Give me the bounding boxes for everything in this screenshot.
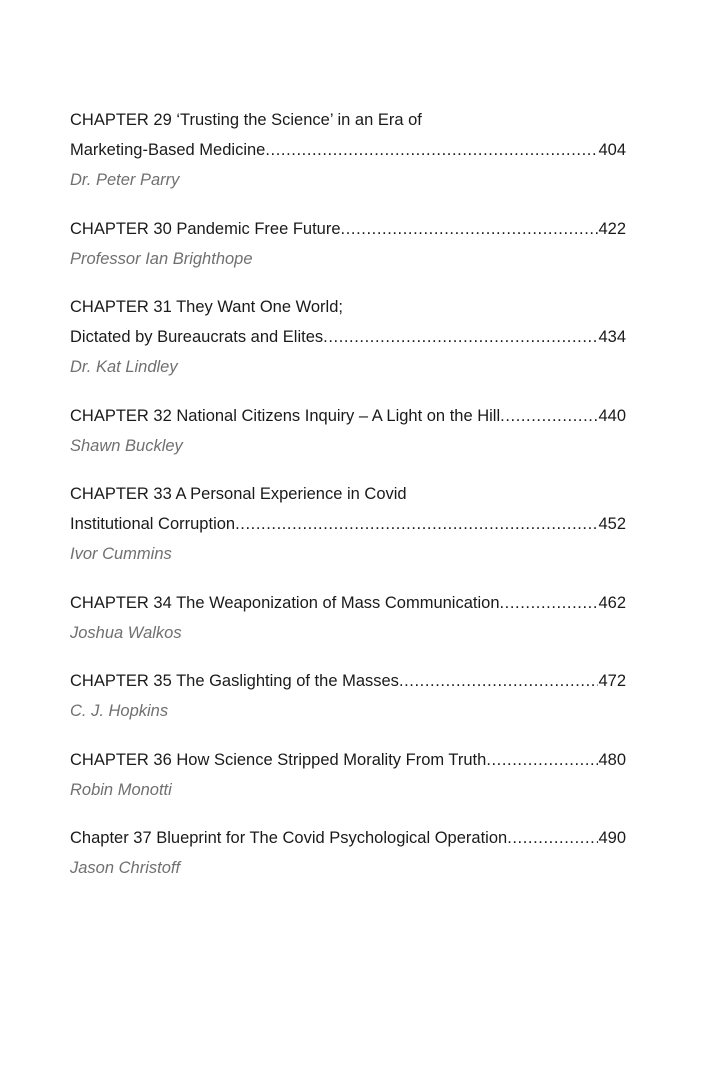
- page-number: 472: [598, 672, 626, 690]
- toc-entry-chapter-33[interactable]: [70, 479, 626, 569]
- table-of-contents: [70, 105, 626, 902]
- chapter-title-line: [70, 479, 626, 509]
- chapter-title: CHAPTER 34 The Weaponization of Mass Communication: [70, 593, 500, 612]
- page-number: 440: [598, 406, 626, 425]
- toc-entry-chapter-29[interactable]: [70, 105, 626, 195]
- dot-leader: [507, 823, 598, 853]
- dot-leader: [323, 322, 598, 352]
- chapter-author: Dr. Peter Parry: [70, 171, 180, 189]
- chapter-title: Institutional Corruption: [70, 515, 236, 533]
- page-number: 480: [598, 750, 626, 769]
- chapter-title-line: [70, 588, 626, 618]
- chapter-title-line: [70, 214, 626, 244]
- page-number: 462: [598, 593, 626, 612]
- chapter-title-line: [70, 509, 626, 539]
- toc-entry-chapter-30[interactable]: [70, 214, 626, 274]
- toc-entry-chapter-36[interactable]: [70, 745, 626, 805]
- chapter-title-line: [70, 135, 626, 165]
- dot-leader: [500, 401, 598, 431]
- chapter-author: Professor Ian Brighthope: [70, 249, 253, 268]
- chapter-author: Dr. Kat Lindley: [70, 358, 178, 376]
- chapter-title: Dictated by Bureaucrats and Elites: [70, 328, 324, 346]
- toc-entry-chapter-35[interactable]: [70, 666, 626, 726]
- chapter-heading: CHAPTER 31 They Want One World;: [70, 298, 343, 316]
- dot-leader: [399, 666, 599, 696]
- chapter-title: Chapter 37 Blueprint for The Covid Psychological Operation: [70, 829, 508, 847]
- chapter-title: CHAPTER 36 How Science Stripped Morality From Truth: [70, 750, 487, 769]
- toc-entry-chapter-34[interactable]: [70, 588, 626, 648]
- chapter-author: Robin Monotti: [70, 780, 172, 799]
- chapter-heading: CHAPTER 33 A Personal Experience in Covid: [70, 485, 407, 503]
- dot-leader: [500, 588, 599, 618]
- chapter-title: CHAPTER 32 National Citizens Inquiry – A Light on the Hill: [70, 406, 501, 425]
- page-number: 434: [598, 328, 626, 346]
- chapter-author: Ivor Cummins: [70, 545, 172, 563]
- chapter-title-line: [70, 401, 626, 431]
- chapter-title: CHAPTER 35 The Gaslighting of the Masses: [70, 672, 399, 690]
- chapter-title-line: [70, 292, 626, 322]
- chapter-title-line: [70, 322, 626, 352]
- chapter-author: Jason Christoff: [70, 859, 181, 877]
- toc-entry-chapter-31[interactable]: [70, 292, 626, 382]
- chapter-title: CHAPTER 30 Pandemic Free Future: [70, 219, 341, 238]
- toc-entry-chapter-37[interactable]: [70, 823, 626, 883]
- chapter-title-line: [70, 823, 626, 853]
- chapter-title-line: [70, 745, 626, 775]
- chapter-title-line: [70, 666, 626, 696]
- chapter-author: Joshua Walkos: [70, 623, 182, 642]
- chapter-author: Shawn Buckley: [70, 436, 183, 455]
- page-number: 404: [598, 141, 626, 159]
- chapter-title: Marketing-Based Medicine: [70, 141, 266, 159]
- dot-leader: [486, 745, 598, 775]
- chapter-author: C. J. Hopkins: [70, 702, 169, 720]
- chapter-heading: CHAPTER 29 ‘Trusting the Science’ in an Era of: [70, 111, 422, 129]
- dot-leader: [341, 214, 599, 244]
- page-number: 490: [598, 829, 626, 847]
- toc-entry-chapter-32[interactable]: [70, 401, 626, 461]
- page-number: 422: [598, 219, 626, 238]
- dot-leader: [235, 509, 598, 539]
- chapter-title-line: [70, 105, 626, 135]
- dot-leader: [265, 135, 598, 165]
- page-number: 452: [598, 515, 626, 533]
